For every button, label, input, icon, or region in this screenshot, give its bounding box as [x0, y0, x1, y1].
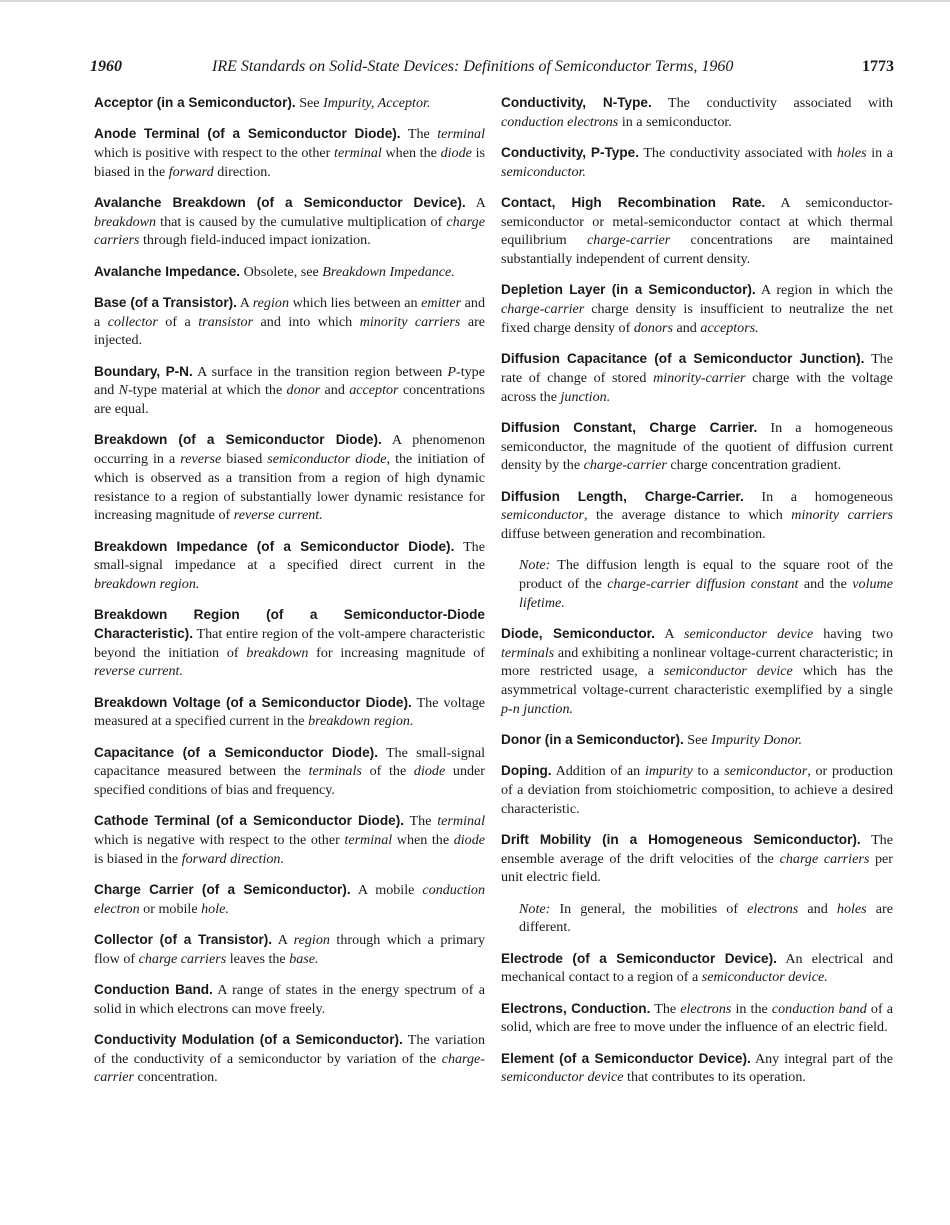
entry-text: Any integral part of the	[754, 1050, 893, 1067]
entry-text: See	[687, 732, 712, 749]
entry-text: having two	[813, 625, 893, 642]
entry-text: when the	[392, 832, 454, 849]
glossary-entry	[94, 931, 485, 968]
glossary-entry	[94, 431, 485, 525]
italic-term: charge-carrier	[94, 1050, 485, 1086]
entry-text: to a	[692, 763, 725, 780]
entry-text: The small-signal impedance at a specified direct current in the	[94, 538, 485, 574]
italic-term: impurity	[644, 763, 693, 780]
entry-text: of a solid, which are free to move under the influence of an electric field.	[501, 1000, 893, 1036]
italic-term: Note:	[519, 557, 551, 574]
entry-term: Diode, Semiconductor.	[501, 625, 655, 641]
italic-term: semiconductor diode	[267, 451, 387, 468]
entry-term: Diffusion Length, Charge-Carrier.	[501, 488, 744, 504]
page-number: 1773	[862, 58, 894, 75]
entry-term: Element (of a Semiconductor Device).	[501, 1050, 751, 1066]
entry-text: , the initiation of which is observed as a transition from a region of high dynamic resistance to a region of substantially lower dynamic resistance for increasing magnitude of	[94, 451, 485, 524]
entry-text: The rate of change of stored	[501, 351, 893, 386]
glossary-entry	[94, 606, 485, 681]
entry-text: which has the asymmetrical voltage-current characteristic exemplified by a single	[501, 663, 893, 699]
italic-term: semiconductor.	[501, 163, 586, 180]
italic-term: Note:	[519, 900, 551, 917]
entry-text: In a homogeneous semiconductor, the magnitude of the quotient of diffusion current density by the	[501, 419, 893, 474]
italic-term: charge carriers	[94, 213, 485, 249]
italic-term: semiconductor	[724, 763, 808, 780]
glossary-entry	[94, 538, 485, 594]
italic-term: acceptors.	[700, 319, 759, 336]
entry-text: of a	[157, 313, 199, 330]
italic-term: minority carriers	[791, 507, 893, 524]
entry-text: and a	[94, 295, 486, 330]
entry-term: Conductivity Modulation (of a Semiconductor).	[94, 1032, 403, 1048]
entry-text: and the	[798, 575, 853, 592]
top-rule	[0, 0, 950, 2]
italic-term: semiconductor device	[501, 1069, 624, 1086]
entry-term: Charge Carrier (of a Semiconductor).	[94, 882, 351, 898]
italic-term: conduction electron	[94, 882, 486, 917]
italic-term: semiconductor device	[663, 663, 793, 680]
glossary-entry	[501, 762, 893, 818]
entry-text: The	[409, 813, 438, 830]
entry-text: , or production of a deviation from stoichiometric composition, to achieve a desired characteristic.	[501, 763, 894, 817]
italic-term: charge-carrier	[587, 232, 671, 249]
italic-term: breakdown region.	[308, 713, 414, 730]
italic-term: charge carriers	[138, 950, 227, 967]
italic-term: breakdown region.	[94, 575, 200, 592]
entry-text: in a	[866, 145, 893, 161]
entry-term: Boundary, P-N.	[94, 363, 193, 379]
entry-text: concentrations are maintained substantially independent of current density.	[501, 232, 893, 268]
entry-text: per unit electric field.	[501, 850, 893, 886]
italic-term: semiconductor device	[683, 625, 814, 642]
entry-text: The conductivity associated with	[643, 145, 837, 161]
entry-text: and	[320, 382, 350, 399]
entry-text: A	[664, 625, 684, 642]
italic-term: forward direction.	[181, 850, 284, 867]
glossary-entry	[501, 831, 893, 887]
glossary-entry	[501, 1050, 893, 1087]
italic-term: conduction electrons	[501, 113, 619, 130]
entry-text: in a semiconductor.	[618, 113, 732, 130]
glossary-entry	[501, 94, 893, 131]
entry-term: Electrons, Conduction.	[501, 1000, 651, 1016]
italic-term: holes	[836, 145, 867, 161]
italic-term: diode	[413, 763, 446, 780]
entry-text: A phenomenon occurring in a	[94, 432, 485, 468]
entry-text: or mobile	[139, 900, 202, 917]
entry-text: , the average distance to which	[583, 507, 792, 524]
entry-term: Conductivity, P-Type.	[501, 145, 639, 160]
entry-text: and exhibiting a nonlinear voltage-current characteristic; in more restricted usage, a	[501, 644, 893, 680]
glossary-entry	[94, 1031, 485, 1087]
glossary-entry	[501, 1000, 893, 1037]
entry-text: charge with the voltage across the	[501, 369, 893, 405]
entry-text: That entire region of the volt-ampere characteristic beyond the initiation of	[94, 625, 485, 661]
glossary-entry	[501, 194, 893, 269]
entry-term: Anode Terminal (of a Semiconductor Diode).	[94, 126, 401, 142]
italic-term: charge carriers	[779, 850, 870, 867]
italic-term: transistor	[198, 313, 254, 330]
entry-text: in the	[731, 1000, 772, 1017]
entry-text: A surface in the transition region between	[197, 363, 448, 380]
entry-term: Diffusion Constant, Charge Carrier.	[501, 419, 758, 435]
italic-term: emitter	[421, 295, 462, 311]
glossary-entry	[501, 350, 893, 406]
entry-text: charge density is insufficient to neutralize the net fixed charge density of	[501, 301, 893, 336]
glossary-entry	[94, 125, 485, 181]
entry-text: diffuse between generation and recombination.	[501, 525, 766, 542]
entry-text: The	[654, 1000, 681, 1017]
entry-text: -type material at which the	[128, 382, 287, 399]
entry-term: Breakdown Region (of a Semiconductor-Diode Characteristic).	[94, 607, 485, 641]
entry-text: The conductivity associated with	[668, 95, 893, 111]
entry-text: An electrical and mechanical contact to a region of a	[501, 950, 893, 986]
entry-term: Doping.	[501, 763, 552, 779]
italic-term: diode	[440, 145, 472, 161]
entry-text: which is negative with respect to the other	[94, 832, 345, 849]
left-column	[94, 94, 485, 1100]
italic-term: region	[293, 932, 330, 949]
italic-term: P	[447, 363, 457, 380]
entry-term: Cathode Terminal (of a Semiconductor Diode).	[94, 813, 405, 829]
entry-text: Obsolete, see	[243, 263, 323, 280]
entry-term: Donor (in a Semiconductor).	[501, 732, 684, 748]
glossary-entry	[501, 731, 893, 750]
italic-term: base.	[289, 950, 319, 967]
glossary-entry	[501, 950, 893, 987]
italic-term: terminals	[308, 763, 362, 780]
entry-text: The voltage measured at a specified current in the	[94, 694, 485, 730]
entry-text: and	[798, 900, 837, 917]
italic-term: acceptor	[349, 382, 399, 399]
italic-term: terminal	[437, 813, 485, 830]
italic-term: semiconductor	[501, 507, 584, 524]
entry-text: In a homogeneous	[761, 488, 893, 505]
entry-text: The small-signal capacitance measured between the	[94, 744, 485, 780]
glossary-note	[519, 556, 893, 612]
italic-term: electrons	[680, 1000, 732, 1017]
entry-text: A mobile	[357, 882, 423, 899]
header-year: 1960	[90, 58, 122, 75]
entry-text: A range of states in the energy spectrum of a solid in which electrons can move freely.	[94, 982, 485, 1017]
entry-text: In general, the mobilities of	[550, 900, 748, 917]
entry-term: Drift Mobility (in a Homogeneous Semiconductor).	[501, 832, 861, 848]
italic-term: diode	[453, 832, 485, 849]
glossary-note	[519, 900, 893, 937]
glossary-entry	[94, 294, 485, 350]
italic-term: forward	[168, 163, 214, 180]
entry-text: biased	[221, 451, 268, 468]
entry-text: through field-induced impact ionization.	[139, 232, 371, 249]
entry-text: A	[239, 295, 253, 311]
entry-text: of the	[361, 763, 414, 780]
italic-term: holes	[836, 900, 867, 917]
entry-text: through which a primary flow of	[94, 932, 485, 967]
glossary-entry	[94, 263, 485, 282]
entry-text: is biased in the	[94, 850, 182, 867]
entry-text: A	[475, 195, 486, 211]
entry-term: Avalanche Impedance.	[94, 263, 241, 279]
glossary-entry	[94, 94, 485, 113]
entry-text: concentration.	[133, 1069, 218, 1086]
italic-term: region	[252, 295, 289, 311]
entry-term: Diffusion Capacitance (of a Semiconductor Junction).	[501, 351, 865, 367]
entry-term: Acceptor (in a Semiconductor).	[94, 95, 296, 110]
glossary-entry	[94, 744, 485, 800]
entry-text: are different.	[519, 900, 893, 936]
entry-term: Breakdown Voltage (of a Semiconductor Diode).	[94, 694, 412, 710]
entry-text: The diffusion length is equal to the square root of the product of the	[519, 557, 893, 592]
italic-term: donor	[286, 382, 321, 399]
italic-term: breakdown	[94, 213, 157, 230]
entry-text: is biased in the	[94, 145, 485, 180]
entry-text: direction.	[213, 163, 271, 180]
italic-term: donors	[633, 319, 673, 336]
entry-text: are injected.	[94, 313, 486, 349]
entry-text: for increasing magnitude of	[308, 644, 485, 661]
entry-text: The	[407, 126, 438, 143]
italic-term: charge-carrier diffusion constant	[607, 575, 799, 592]
italic-term: hole.	[201, 900, 229, 917]
italic-term: terminal	[437, 126, 486, 143]
glossary-entry	[501, 144, 893, 181]
italic-term: p-n junction.	[501, 700, 574, 717]
entry-term: Breakdown (of a Semiconductor Diode).	[94, 432, 382, 448]
glossary-entry	[94, 694, 485, 731]
entry-text: under specified conditions of bias and frequency.	[94, 763, 485, 799]
right-column	[501, 94, 893, 1100]
italic-term: junction.	[560, 388, 611, 405]
entry-text: The variation of the conductivity of a semiconductor by variation of the	[94, 1032, 486, 1067]
italic-term: charge-carrier	[501, 301, 585, 318]
entry-text: and into which	[253, 313, 360, 330]
entry-text: charge concentration gradient.	[666, 457, 842, 474]
entry-text: that is caused by the cumulative multiplication of	[156, 213, 447, 230]
entry-term: Conductivity, N-Type.	[501, 95, 652, 110]
italic-term: volume lifetime.	[519, 575, 893, 611]
glossary-entry	[94, 194, 485, 250]
italic-term: Impurity, Acceptor.	[323, 95, 431, 111]
entry-text: that contributes to its operation.	[623, 1069, 806, 1086]
italic-term: reverse	[180, 451, 222, 468]
glossary-entry	[501, 419, 893, 475]
entry-text: A region in which the	[760, 282, 893, 299]
glossary-entry	[94, 981, 485, 1018]
italic-term: reverse current.	[94, 663, 183, 680]
italic-term: reverse current.	[233, 507, 323, 524]
italic-term: terminals	[501, 644, 555, 661]
entry-text: See	[299, 95, 324, 111]
entry-term: Contact, High Recombination Rate.	[501, 195, 766, 210]
entry-term: Avalanche Breakdown (of a Semiconductor Device).	[94, 195, 466, 210]
italic-term: electrons	[747, 900, 799, 917]
header-title: IRE Standards on Solid-State Devices: Definitions of Semiconductor Terms, 1960	[212, 58, 734, 75]
glossary-entry	[94, 812, 485, 868]
entry-text: when the	[381, 145, 441, 161]
italic-term: breakdown	[246, 644, 309, 661]
entry-term: Conduction Band.	[94, 982, 213, 998]
entry-term: Depletion Layer (in a Semiconductor).	[501, 282, 756, 298]
italic-term: charge-carrier	[583, 457, 667, 474]
entry-term: Breakdown Impedance (of a Semiconductor Diode).	[94, 538, 455, 554]
italic-term: Impurity Donor.	[711, 732, 802, 749]
entry-text: which lies between an	[289, 295, 422, 311]
italic-term: terminal	[344, 832, 393, 849]
glossary-entry	[501, 281, 893, 337]
italic-term: N	[118, 382, 129, 399]
glossary-entry	[94, 881, 485, 918]
entry-text: Addition of an	[555, 763, 645, 780]
glossary-entry	[94, 363, 485, 419]
italic-term: collector	[107, 313, 158, 330]
entry-text: A	[277, 932, 294, 949]
entry-term: Collector (of a Transistor).	[94, 932, 273, 948]
italic-term: minority-carrier	[653, 369, 746, 386]
entry-text: concentrations are equal.	[94, 382, 486, 418]
glossary-entry	[501, 488, 893, 544]
entry-text: leaves the	[226, 950, 290, 967]
entry-text: which is positive with respect to the other	[94, 145, 335, 161]
glossary-entry	[501, 625, 893, 719]
entry-text: -type and	[94, 363, 485, 399]
italic-term: Breakdown Impedance.	[322, 263, 455, 280]
entry-text: The ensemble average of the drift velocities of the	[501, 832, 893, 867]
italic-term: terminal	[334, 145, 382, 161]
italic-term: conduction band	[771, 1000, 867, 1017]
italic-term: minority carriers	[359, 313, 461, 330]
entry-term: Base (of a Transistor).	[94, 295, 237, 310]
italic-term: semiconductor device.	[701, 969, 828, 986]
entry-term: Capacitance (of a Semiconductor Diode).	[94, 744, 378, 760]
entry-text: and	[672, 319, 701, 336]
entry-term: Electrode (of a Semiconductor Device).	[501, 950, 777, 966]
entry-text: A semiconductor-semiconductor or metal-semiconductor contact at which thermal equilibrium	[501, 195, 894, 249]
